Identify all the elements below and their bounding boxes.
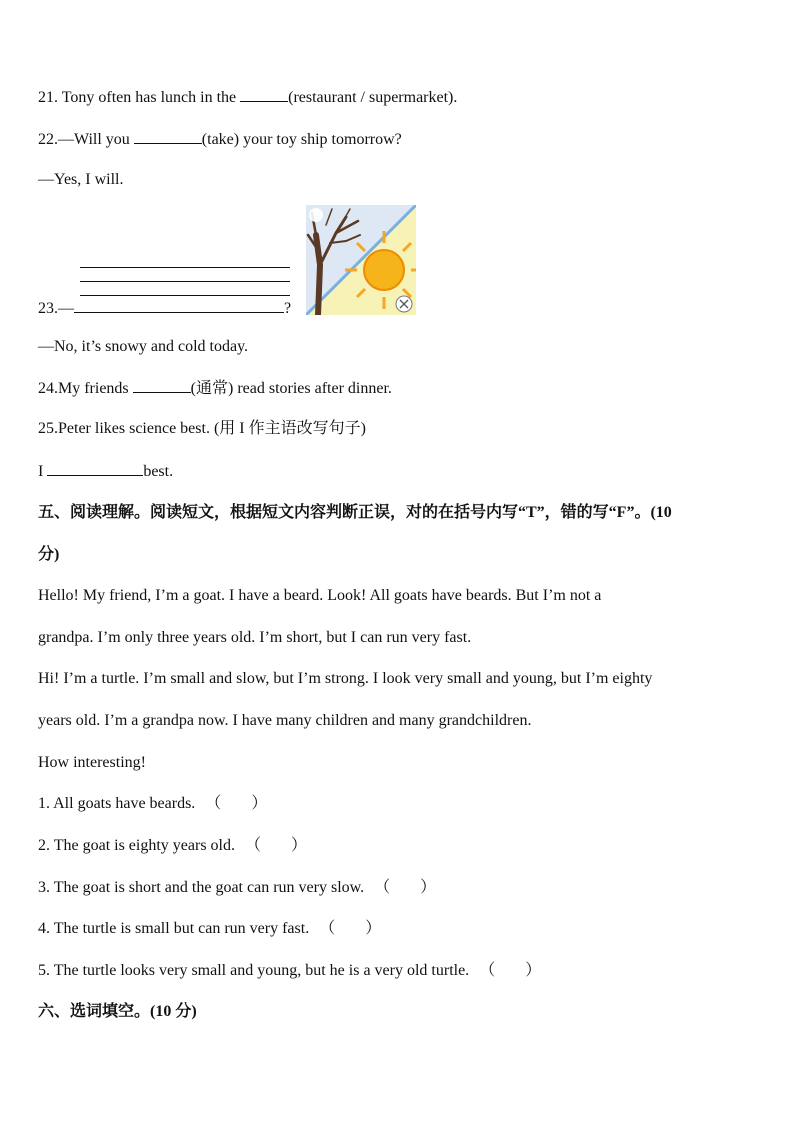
section-5-heading: 五、阅读理解。阅读短文，根据短文内容判断正误，对的在括号内写“T”，错的写“F”。(10 [38,504,672,521]
passage-line-2: grandpa. I’m only three years old. I’m short, but I can run very fast. [38,629,472,646]
q23-writing-line-2[interactable] [80,281,290,282]
q24-text-after: (通常) read stories after dinner. [190,380,392,397]
answer-paren-1[interactable]: （ ） [205,795,268,812]
statement-3-text: 3. The goat is short and the goat can run very slow. [38,879,365,896]
statement-2-text: 2. The goat is eighty years old. [38,837,235,854]
statement-4 [38,919,381,939]
statement-1 [38,794,267,814]
section-6-heading: 六、选词填空。(10 分) [38,1003,197,1020]
q21-blank[interactable] [240,87,288,102]
q25-text-after: best. [143,463,174,480]
q24-blank[interactable] [133,378,191,393]
passage-line-1: Hello! My friend, I’m a goat. I have a beard. Look! All goats have beards. But I’m not a [38,587,602,604]
q25-text-before: I [38,463,48,480]
q23-prefix: 23.— [38,300,74,317]
statement-1-text: 1. All goats have beards. [38,795,196,812]
q25-rewrite [38,461,173,482]
q23-writing-line-1[interactable] [80,267,290,268]
statement-5-text: 5. The turtle looks very small and young, but he is a very old turtle. [38,962,470,979]
question-21 [38,87,457,108]
q24-text-before: 24.My friends [38,380,133,397]
q23-answer: —No, it’s snowy and cold today. [38,338,249,355]
question-23 [38,298,291,319]
question-22 [38,129,402,150]
q23-suffix: ? [284,300,292,317]
answer-paren-2[interactable]: （ ） [245,837,308,854]
q21-text-after: (restaurant / supermarket). [288,89,458,106]
passage-line-3: Hi! I’m a turtle. I’m small and slow, but I’m strong. I look very small and young, but I’m eighty [38,670,653,687]
q23-blank[interactable] [74,298,284,313]
question-24 [38,378,392,399]
q25-blank[interactable] [47,461,143,476]
q23-writing-line-3[interactable] [80,295,290,296]
q22-answer: —Yes, I will. [38,171,124,188]
winter-summer-icon [306,205,416,315]
statement-5 [38,961,541,981]
question-25: 25.Peter likes science best. (用 I 作主语改写句子) [38,420,366,437]
q22-text-after: (take) your toy ship tomorrow? [201,131,402,148]
q22-text-before: 22.—Will you [38,131,134,148]
answer-paren-3[interactable]: （ ） [374,879,437,896]
passage-line-5: How interesting! [38,754,146,771]
passage-line-4: years old. I’m a grandpa now. I have many children and many grandchildren. [38,712,532,729]
statement-2 [38,836,307,856]
answer-paren-4[interactable]: （ ） [319,920,382,937]
q22-blank[interactable] [134,129,202,144]
answer-paren-5[interactable]: （ ） [479,962,542,979]
statement-4-text: 4. The turtle is small but can run very fast. [38,920,310,937]
q21-text-before: 21. Tony often has lunch in the [38,89,241,106]
section-5-heading-cont: 分) [38,546,60,563]
statement-3 [38,878,436,898]
